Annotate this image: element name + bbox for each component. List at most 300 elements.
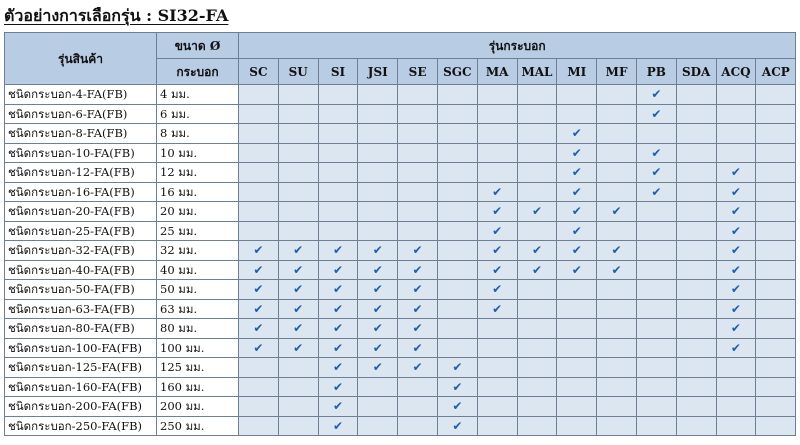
compat-cell-mal xyxy=(517,221,557,241)
compat-cell-su xyxy=(278,338,318,358)
compat-cell-sgc xyxy=(437,241,477,261)
series-group-header: รุ่นกระบอก xyxy=(239,33,796,59)
compat-cell-mf xyxy=(597,104,637,124)
compat-cell-mf xyxy=(597,124,637,144)
check-icon: ✔ xyxy=(571,165,582,180)
compat-cell-sc xyxy=(239,104,279,124)
compat-cell-sc xyxy=(239,241,279,261)
compat-cell-mal xyxy=(517,319,557,339)
compat-cell-acq xyxy=(716,377,756,397)
compat-cell-jsi xyxy=(358,377,398,397)
check-icon: ✔ xyxy=(372,243,383,258)
check-icon: ✔ xyxy=(611,262,622,277)
compat-cell-sda xyxy=(676,416,716,436)
compat-cell-jsi xyxy=(358,241,398,261)
product-name-cell: ชนิดกระบอก-16-FA(FB) xyxy=(5,182,157,202)
compat-cell-mf xyxy=(597,163,637,183)
table-row xyxy=(5,85,796,105)
series-header-jsi: JSI xyxy=(358,59,398,85)
check-icon: ✔ xyxy=(730,282,741,297)
compat-cell-sc xyxy=(239,143,279,163)
compat-cell-ma xyxy=(477,299,517,319)
check-icon: ✔ xyxy=(611,204,622,219)
size-column-header-top: ขนาด Ø xyxy=(157,33,239,59)
check-icon: ✔ xyxy=(531,262,542,277)
compat-cell-su xyxy=(278,182,318,202)
compat-cell-acq xyxy=(716,260,756,280)
check-icon: ✔ xyxy=(730,340,741,355)
compat-cell-sda xyxy=(676,397,716,417)
bore-size-cell: 100 มม. xyxy=(157,338,239,358)
compat-cell-sgc xyxy=(437,182,477,202)
check-icon: ✔ xyxy=(452,360,463,375)
check-icon: ✔ xyxy=(412,321,423,336)
cylinder-selection-table xyxy=(4,32,796,436)
compat-cell-mf xyxy=(597,397,637,417)
check-icon: ✔ xyxy=(611,243,622,258)
check-icon: ✔ xyxy=(651,165,662,180)
compat-cell-acp xyxy=(756,85,796,105)
table-row xyxy=(5,104,796,124)
compat-cell-sgc xyxy=(437,416,477,436)
check-icon: ✔ xyxy=(492,184,503,199)
compat-cell-su xyxy=(278,299,318,319)
check-icon: ✔ xyxy=(332,340,344,355)
bore-size-cell: 32 มม. xyxy=(157,241,239,261)
compat-cell-acq xyxy=(716,299,756,319)
compat-cell-ma xyxy=(477,397,517,417)
compat-cell-sda xyxy=(676,319,716,339)
table-row xyxy=(5,338,796,358)
compat-cell-su xyxy=(278,163,318,183)
compat-cell-mal xyxy=(517,143,557,163)
compat-cell-mf xyxy=(597,260,637,280)
compat-cell-pb xyxy=(636,202,676,222)
compat-cell-ma xyxy=(477,280,517,300)
check-icon: ✔ xyxy=(730,321,741,336)
compat-cell-si xyxy=(318,416,358,436)
product-name-cell: ชนิดกระบอก-40-FA(FB) xyxy=(5,260,157,280)
check-icon: ✔ xyxy=(412,262,423,277)
compat-cell-acp xyxy=(756,202,796,222)
compat-cell-sgc xyxy=(437,397,477,417)
check-icon: ✔ xyxy=(492,204,503,219)
compat-cell-se xyxy=(398,163,438,183)
check-icon: ✔ xyxy=(332,282,344,297)
compat-cell-se xyxy=(398,377,438,397)
bore-size-cell: 4 มม. xyxy=(157,85,239,105)
compat-cell-acp xyxy=(756,397,796,417)
check-icon: ✔ xyxy=(293,262,304,277)
compat-cell-se xyxy=(398,299,438,319)
check-icon: ✔ xyxy=(730,184,741,199)
check-icon: ✔ xyxy=(412,340,423,355)
compat-cell-su xyxy=(278,241,318,261)
compat-cell-se xyxy=(398,358,438,378)
compat-cell-sgc xyxy=(437,280,477,300)
compat-cell-sgc xyxy=(437,143,477,163)
compat-cell-mal xyxy=(517,85,557,105)
table-row xyxy=(5,221,796,241)
compat-cell-si xyxy=(318,358,358,378)
series-header-sc: SC xyxy=(239,59,279,85)
compat-cell-acp xyxy=(756,416,796,436)
table-row xyxy=(5,202,796,222)
compat-cell-jsi xyxy=(358,358,398,378)
compat-cell-acq xyxy=(716,338,756,358)
compat-cell-su xyxy=(278,124,318,144)
title-model: SI32-FA xyxy=(157,6,229,25)
series-header-mi: MI xyxy=(557,59,597,85)
bore-size-cell: 63 มม. xyxy=(157,299,239,319)
compat-cell-mal xyxy=(517,182,557,202)
compat-cell-si xyxy=(318,202,358,222)
compat-cell-acp xyxy=(756,299,796,319)
check-icon: ✔ xyxy=(372,360,383,375)
compat-cell-pb xyxy=(636,416,676,436)
compat-cell-mal xyxy=(517,416,557,436)
compat-cell-ma xyxy=(477,377,517,397)
compat-cell-se xyxy=(398,85,438,105)
compat-cell-se xyxy=(398,104,438,124)
series-header-pb: PB xyxy=(636,59,676,85)
check-icon: ✔ xyxy=(253,301,264,316)
compat-cell-mal xyxy=(517,202,557,222)
check-icon: ✔ xyxy=(293,282,304,297)
series-header-si: SI xyxy=(318,59,358,85)
check-icon: ✔ xyxy=(253,243,264,258)
check-icon: ✔ xyxy=(571,262,582,277)
compat-cell-acp xyxy=(756,163,796,183)
compat-cell-sgc xyxy=(437,124,477,144)
product-name-cell: ชนิดกระบอก-32-FA(FB) xyxy=(5,241,157,261)
compat-cell-sc xyxy=(239,280,279,300)
compat-cell-sgc xyxy=(437,202,477,222)
compat-cell-su xyxy=(278,280,318,300)
check-icon: ✔ xyxy=(372,262,383,277)
compat-cell-acp xyxy=(756,143,796,163)
compat-cell-sc xyxy=(239,358,279,378)
compat-cell-sda xyxy=(676,163,716,183)
compat-cell-acp xyxy=(756,377,796,397)
check-icon: ✔ xyxy=(730,223,741,238)
compat-cell-si xyxy=(318,338,358,358)
compat-cell-pb xyxy=(636,241,676,261)
check-icon: ✔ xyxy=(492,243,503,258)
compat-cell-jsi xyxy=(358,143,398,163)
compat-cell-mf xyxy=(597,85,637,105)
series-header-mf: MF xyxy=(597,59,637,85)
compat-cell-acq xyxy=(716,358,756,378)
compat-cell-sc xyxy=(239,260,279,280)
compat-cell-su xyxy=(278,85,318,105)
compat-cell-pb xyxy=(636,143,676,163)
bore-size-cell: 10 มม. xyxy=(157,143,239,163)
table-row xyxy=(5,416,796,436)
compat-cell-mal xyxy=(517,280,557,300)
check-icon: ✔ xyxy=(492,301,503,316)
compat-cell-sgc xyxy=(437,85,477,105)
compat-cell-si xyxy=(318,319,358,339)
check-icon: ✔ xyxy=(571,184,582,199)
compat-cell-si xyxy=(318,182,358,202)
check-icon: ✔ xyxy=(372,282,383,297)
compat-cell-mi xyxy=(557,124,597,144)
compat-cell-mi xyxy=(557,104,597,124)
series-header-acq: ACQ xyxy=(716,59,756,85)
compat-cell-acp xyxy=(756,221,796,241)
compat-cell-sgc xyxy=(437,358,477,378)
bore-size-cell: 8 มม. xyxy=(157,124,239,144)
compat-cell-se xyxy=(398,202,438,222)
title-label: ตัวอย่างการเลือกรุ่น : xyxy=(4,6,158,25)
compat-cell-mi xyxy=(557,397,597,417)
compat-cell-sda xyxy=(676,124,716,144)
compat-cell-jsi xyxy=(358,221,398,241)
compat-cell-sgc xyxy=(437,319,477,339)
compat-cell-acq xyxy=(716,319,756,339)
product-name-cell: ชนิดกระบอก-50-FA(FB) xyxy=(5,280,157,300)
compat-cell-mi xyxy=(557,377,597,397)
compat-cell-jsi xyxy=(358,299,398,319)
compat-cell-sc xyxy=(239,377,279,397)
compat-cell-sc xyxy=(239,416,279,436)
compat-cell-sc xyxy=(239,85,279,105)
compat-cell-mi xyxy=(557,241,597,261)
bore-size-cell: 80 มม. xyxy=(157,319,239,339)
compat-cell-sda xyxy=(676,280,716,300)
check-icon: ✔ xyxy=(332,321,344,336)
compat-cell-su xyxy=(278,202,318,222)
compat-cell-si xyxy=(318,124,358,144)
compat-cell-si xyxy=(318,260,358,280)
compat-cell-pb xyxy=(636,260,676,280)
compat-cell-ma xyxy=(477,85,517,105)
compat-cell-sc xyxy=(239,163,279,183)
check-icon: ✔ xyxy=(452,399,463,414)
compat-cell-mal xyxy=(517,338,557,358)
compat-cell-mi xyxy=(557,202,597,222)
compat-cell-pb xyxy=(636,221,676,241)
compat-cell-jsi xyxy=(358,280,398,300)
compat-cell-jsi xyxy=(358,85,398,105)
check-icon: ✔ xyxy=(293,321,304,336)
compat-cell-sda xyxy=(676,299,716,319)
compat-cell-acp xyxy=(756,104,796,124)
compat-cell-mf xyxy=(597,241,637,261)
compat-cell-sgc xyxy=(437,221,477,241)
compat-cell-jsi xyxy=(358,416,398,436)
compat-cell-mi xyxy=(557,163,597,183)
compat-cell-pb xyxy=(636,85,676,105)
compat-cell-jsi xyxy=(358,182,398,202)
compat-cell-mf xyxy=(597,221,637,241)
compat-cell-acp xyxy=(756,319,796,339)
check-icon: ✔ xyxy=(332,360,344,375)
check-icon: ✔ xyxy=(730,243,741,258)
compat-cell-ma xyxy=(477,319,517,339)
table-row xyxy=(5,358,796,378)
check-icon: ✔ xyxy=(492,282,503,297)
compat-cell-acq xyxy=(716,85,756,105)
product-name-cell: ชนิดกระบอก-125-FA(FB) xyxy=(5,358,157,378)
product-name-cell: ชนิดกระบอก-4-FA(FB) xyxy=(5,85,157,105)
check-icon: ✔ xyxy=(332,418,344,433)
table-row xyxy=(5,260,796,280)
compat-cell-ma xyxy=(477,104,517,124)
compat-cell-se xyxy=(398,143,438,163)
check-icon: ✔ xyxy=(452,379,463,394)
compat-cell-sda xyxy=(676,377,716,397)
compat-cell-mal xyxy=(517,397,557,417)
compat-cell-acq xyxy=(716,124,756,144)
header-row-top xyxy=(5,33,796,59)
compat-cell-mf xyxy=(597,143,637,163)
compat-cell-pb xyxy=(636,319,676,339)
compat-cell-acq xyxy=(716,163,756,183)
compat-cell-mf xyxy=(597,280,637,300)
compat-cell-si xyxy=(318,280,358,300)
compat-cell-mal xyxy=(517,260,557,280)
compat-cell-jsi xyxy=(358,319,398,339)
check-icon: ✔ xyxy=(730,262,741,277)
compat-cell-su xyxy=(278,221,318,241)
series-header-acp: ACP xyxy=(756,59,796,85)
compat-cell-pb xyxy=(636,377,676,397)
bore-size-cell: 160 มม. xyxy=(157,377,239,397)
compat-cell-acq xyxy=(716,182,756,202)
compat-cell-acq xyxy=(716,397,756,417)
compat-cell-mf xyxy=(597,416,637,436)
check-icon: ✔ xyxy=(253,340,264,355)
compat-cell-sda xyxy=(676,358,716,378)
compat-cell-mi xyxy=(557,416,597,436)
compat-cell-acq xyxy=(716,143,756,163)
check-icon: ✔ xyxy=(332,262,344,277)
compat-cell-mi xyxy=(557,182,597,202)
compat-cell-mal xyxy=(517,299,557,319)
product-name-cell: ชนิดกระบอก-250-FA(FB) xyxy=(5,416,157,436)
compat-cell-ma xyxy=(477,241,517,261)
compat-cell-pb xyxy=(636,358,676,378)
compat-cell-se xyxy=(398,182,438,202)
compat-cell-sc xyxy=(239,182,279,202)
compat-cell-su xyxy=(278,377,318,397)
compat-cell-pb xyxy=(636,299,676,319)
compat-cell-acp xyxy=(756,124,796,144)
compat-cell-pb xyxy=(636,182,676,202)
product-name-cell: ชนิดกระบอก-80-FA(FB) xyxy=(5,319,157,339)
check-icon: ✔ xyxy=(372,301,383,316)
compat-cell-mf xyxy=(597,202,637,222)
product-name-cell: ชนิดกระบอก-160-FA(FB) xyxy=(5,377,157,397)
compat-cell-mi xyxy=(557,338,597,358)
compat-cell-se xyxy=(398,280,438,300)
check-icon: ✔ xyxy=(531,243,542,258)
compat-cell-si xyxy=(318,241,358,261)
check-icon: ✔ xyxy=(651,145,662,160)
table-row xyxy=(5,182,796,202)
compat-cell-sc xyxy=(239,221,279,241)
compat-cell-jsi xyxy=(358,338,398,358)
compat-cell-sda xyxy=(676,202,716,222)
page-title xyxy=(4,2,228,30)
compat-cell-mal xyxy=(517,104,557,124)
compat-cell-su xyxy=(278,319,318,339)
compat-cell-sgc xyxy=(437,299,477,319)
product-name-cell: ชนิดกระบอก-63-FA(FB) xyxy=(5,299,157,319)
check-icon: ✔ xyxy=(412,282,423,297)
compat-cell-su xyxy=(278,104,318,124)
compat-cell-acq xyxy=(716,280,756,300)
check-icon: ✔ xyxy=(253,282,264,297)
table-row xyxy=(5,280,796,300)
compat-cell-sc xyxy=(239,299,279,319)
compat-cell-acq xyxy=(716,202,756,222)
compat-cell-mf xyxy=(597,299,637,319)
bore-size-cell: 250 มม. xyxy=(157,416,239,436)
compat-cell-pb xyxy=(636,280,676,300)
compat-cell-acp xyxy=(756,182,796,202)
bore-size-cell: 12 มม. xyxy=(157,163,239,183)
check-icon: ✔ xyxy=(531,204,542,219)
compat-cell-mi xyxy=(557,299,597,319)
product-name-cell: ชนิดกระบอก-100-FA(FB) xyxy=(5,338,157,358)
compat-cell-mi xyxy=(557,143,597,163)
compat-cell-mal xyxy=(517,163,557,183)
series-header-se: SE xyxy=(398,59,438,85)
compat-cell-ma xyxy=(477,124,517,144)
compat-cell-se xyxy=(398,241,438,261)
compat-cell-mf xyxy=(597,377,637,397)
compat-cell-se xyxy=(398,221,438,241)
compat-cell-mi xyxy=(557,280,597,300)
series-header-sgc: SGC xyxy=(437,59,477,85)
product-name-cell: ชนิดกระบอก-20-FA(FB) xyxy=(5,202,157,222)
compat-cell-mi xyxy=(557,358,597,378)
bore-size-cell: 16 มม. xyxy=(157,182,239,202)
compat-cell-pb xyxy=(636,163,676,183)
compat-cell-mf xyxy=(597,319,637,339)
check-icon: ✔ xyxy=(571,126,582,141)
compat-cell-su xyxy=(278,143,318,163)
compat-cell-sda xyxy=(676,104,716,124)
compat-cell-sda xyxy=(676,182,716,202)
check-icon: ✔ xyxy=(730,301,741,316)
compat-cell-jsi xyxy=(358,397,398,417)
size-column-header-bottom: กระบอก xyxy=(157,59,239,85)
compat-cell-si xyxy=(318,377,358,397)
compat-cell-jsi xyxy=(358,124,398,144)
compat-cell-sgc xyxy=(437,163,477,183)
compat-cell-mf xyxy=(597,358,637,378)
compat-cell-ma xyxy=(477,202,517,222)
compat-cell-se xyxy=(398,319,438,339)
product-name-cell: ชนิดกระบอก-6-FA(FB) xyxy=(5,104,157,124)
compat-cell-jsi xyxy=(358,202,398,222)
compat-cell-su xyxy=(278,397,318,417)
check-icon: ✔ xyxy=(332,301,344,316)
compat-cell-se xyxy=(398,397,438,417)
compat-cell-si xyxy=(318,397,358,417)
compat-cell-ma xyxy=(477,260,517,280)
bore-size-cell: 50 มม. xyxy=(157,280,239,300)
compat-cell-sda xyxy=(676,241,716,261)
compat-cell-jsi xyxy=(358,260,398,280)
compat-cell-si xyxy=(318,221,358,241)
compat-cell-se xyxy=(398,338,438,358)
compat-cell-sc xyxy=(239,319,279,339)
